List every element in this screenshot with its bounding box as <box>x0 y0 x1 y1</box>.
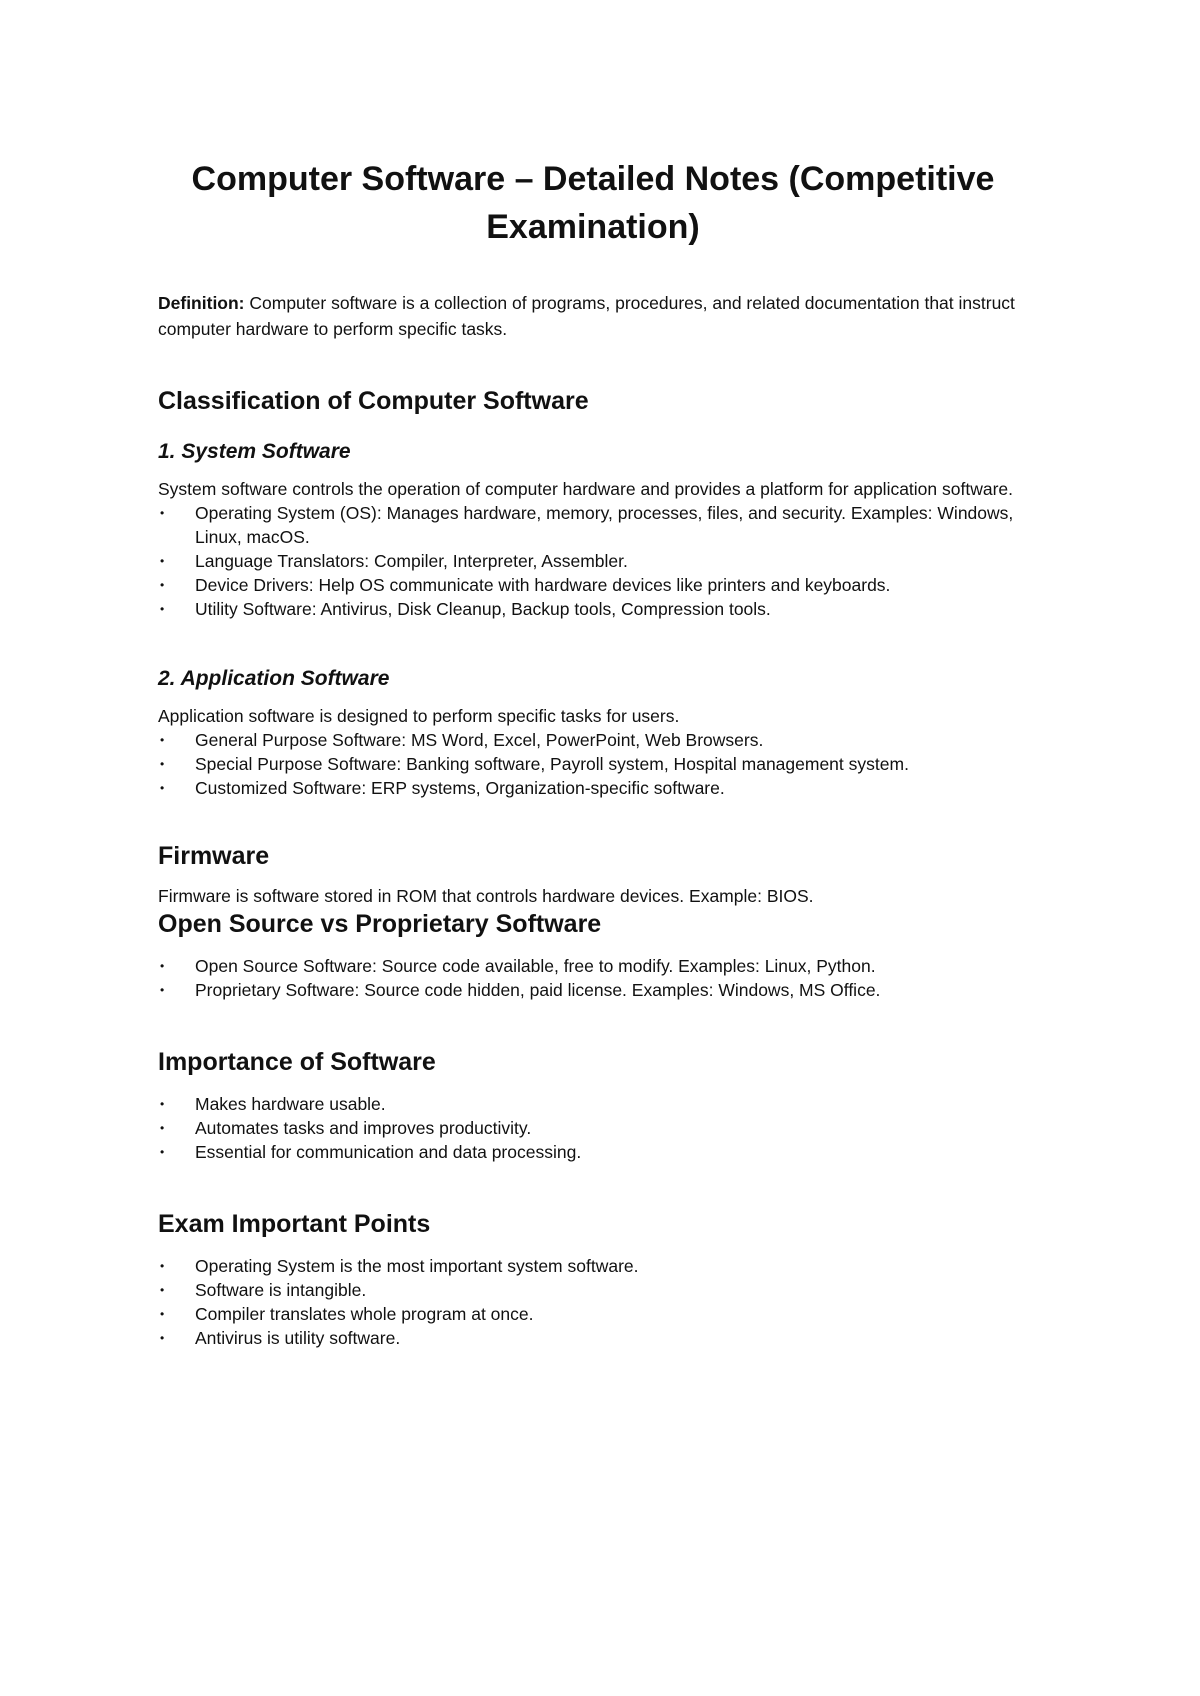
definition-text: Computer software is a collection of programs, procedures, and related documentation that instruct computer hardware to perform specific tasks. <box>158 293 1015 339</box>
list-item: • Device Drivers: Help OS communicate with hardware devices like printers and keyboards. <box>160 575 891 595</box>
list-item: • Special Purpose Software: Banking software, Payroll system, Hospital management system. <box>160 754 909 774</box>
bullet-icon: • <box>160 578 165 592</box>
open-source-list <box>158 954 1048 1002</box>
classification-heading: Classification of Computer Software <box>158 387 589 415</box>
bullet-icon: • <box>160 757 165 771</box>
bullet-icon: • <box>160 1145 165 1159</box>
list-item: • Utility Software: Antivirus, Disk Cleanup, Backup tools, Compression tools. <box>160 599 771 619</box>
bullet-icon: • <box>160 554 165 568</box>
application-software-list <box>158 728 1048 800</box>
bullet-icon: • <box>160 1121 165 1135</box>
document-page <box>158 155 1048 1350</box>
list-item: • Customized Software: ERP systems, Organization-specific software. <box>160 778 725 798</box>
list-item: • Essential for communication and data processing. <box>160 1142 582 1162</box>
list-item: • Operating System is the most important system software. <box>160 1256 639 1276</box>
bullet-icon: • <box>160 602 165 616</box>
bullet-icon: • <box>160 1283 165 1297</box>
bullet-icon: • <box>160 1331 165 1345</box>
bullet-icon: • <box>160 1259 165 1273</box>
definition-paragraph <box>158 290 1048 342</box>
bullet-icon: • <box>160 983 165 997</box>
bullet-icon: • <box>160 1307 165 1321</box>
page-title: Computer Software – Detailed Notes (Competitive Examination) <box>191 160 995 246</box>
definition-label: Definition: <box>158 293 245 313</box>
list-item: • Proprietary Software: Source code hidden, paid license. Examples: Windows, MS Office. <box>160 980 881 1000</box>
system-software-heading: 1. System Software <box>158 440 351 463</box>
importance-heading: Importance of Software <box>158 1048 436 1076</box>
list-item: • Language Translators: Compiler, Interpreter, Assembler. <box>160 551 628 571</box>
system-software-list <box>158 501 1048 621</box>
list-item: • Makes hardware usable. <box>160 1094 386 1114</box>
list-item: • Antivirus is utility software. <box>160 1328 401 1348</box>
list-item: • Operating System (OS): Manages hardware, memory, processes, files, and security. Examples: Windows, Linux, macOS. <box>160 503 1014 547</box>
application-software-intro: Application software is designed to perform specific tasks for users. <box>158 706 680 726</box>
list-item: • Automates tasks and improves productivity. <box>160 1118 532 1138</box>
open-source-heading: Open Source vs Proprietary Software <box>158 910 602 938</box>
list-item: • Compiler translates whole program at once. <box>160 1304 534 1324</box>
system-software-intro: System software controls the operation of computer hardware and provides a platform for application software. <box>158 479 1014 499</box>
bullet-icon: • <box>160 959 165 973</box>
exam-points-list <box>158 1254 1048 1350</box>
importance-list <box>158 1092 1048 1164</box>
list-item: • Open Source Software: Source code available, free to modify. Examples: Linux, Python. <box>160 956 876 976</box>
list-item: • General Purpose Software: MS Word, Excel, PowerPoint, Web Browsers. <box>160 730 764 750</box>
bullet-icon: • <box>160 506 165 520</box>
list-item: • Software is intangible. <box>160 1280 367 1300</box>
firmware-text: Firmware is software stored in ROM that controls hardware devices. Example: BIOS. <box>158 886 814 906</box>
firmware-heading: Firmware <box>158 842 270 870</box>
application-software-heading: 2. Application Software <box>158 667 390 690</box>
bullet-icon: • <box>160 1097 165 1111</box>
exam-points-heading: Exam Important Points <box>158 1210 431 1238</box>
bullet-icon: • <box>160 781 165 795</box>
bullet-icon: • <box>160 733 165 747</box>
